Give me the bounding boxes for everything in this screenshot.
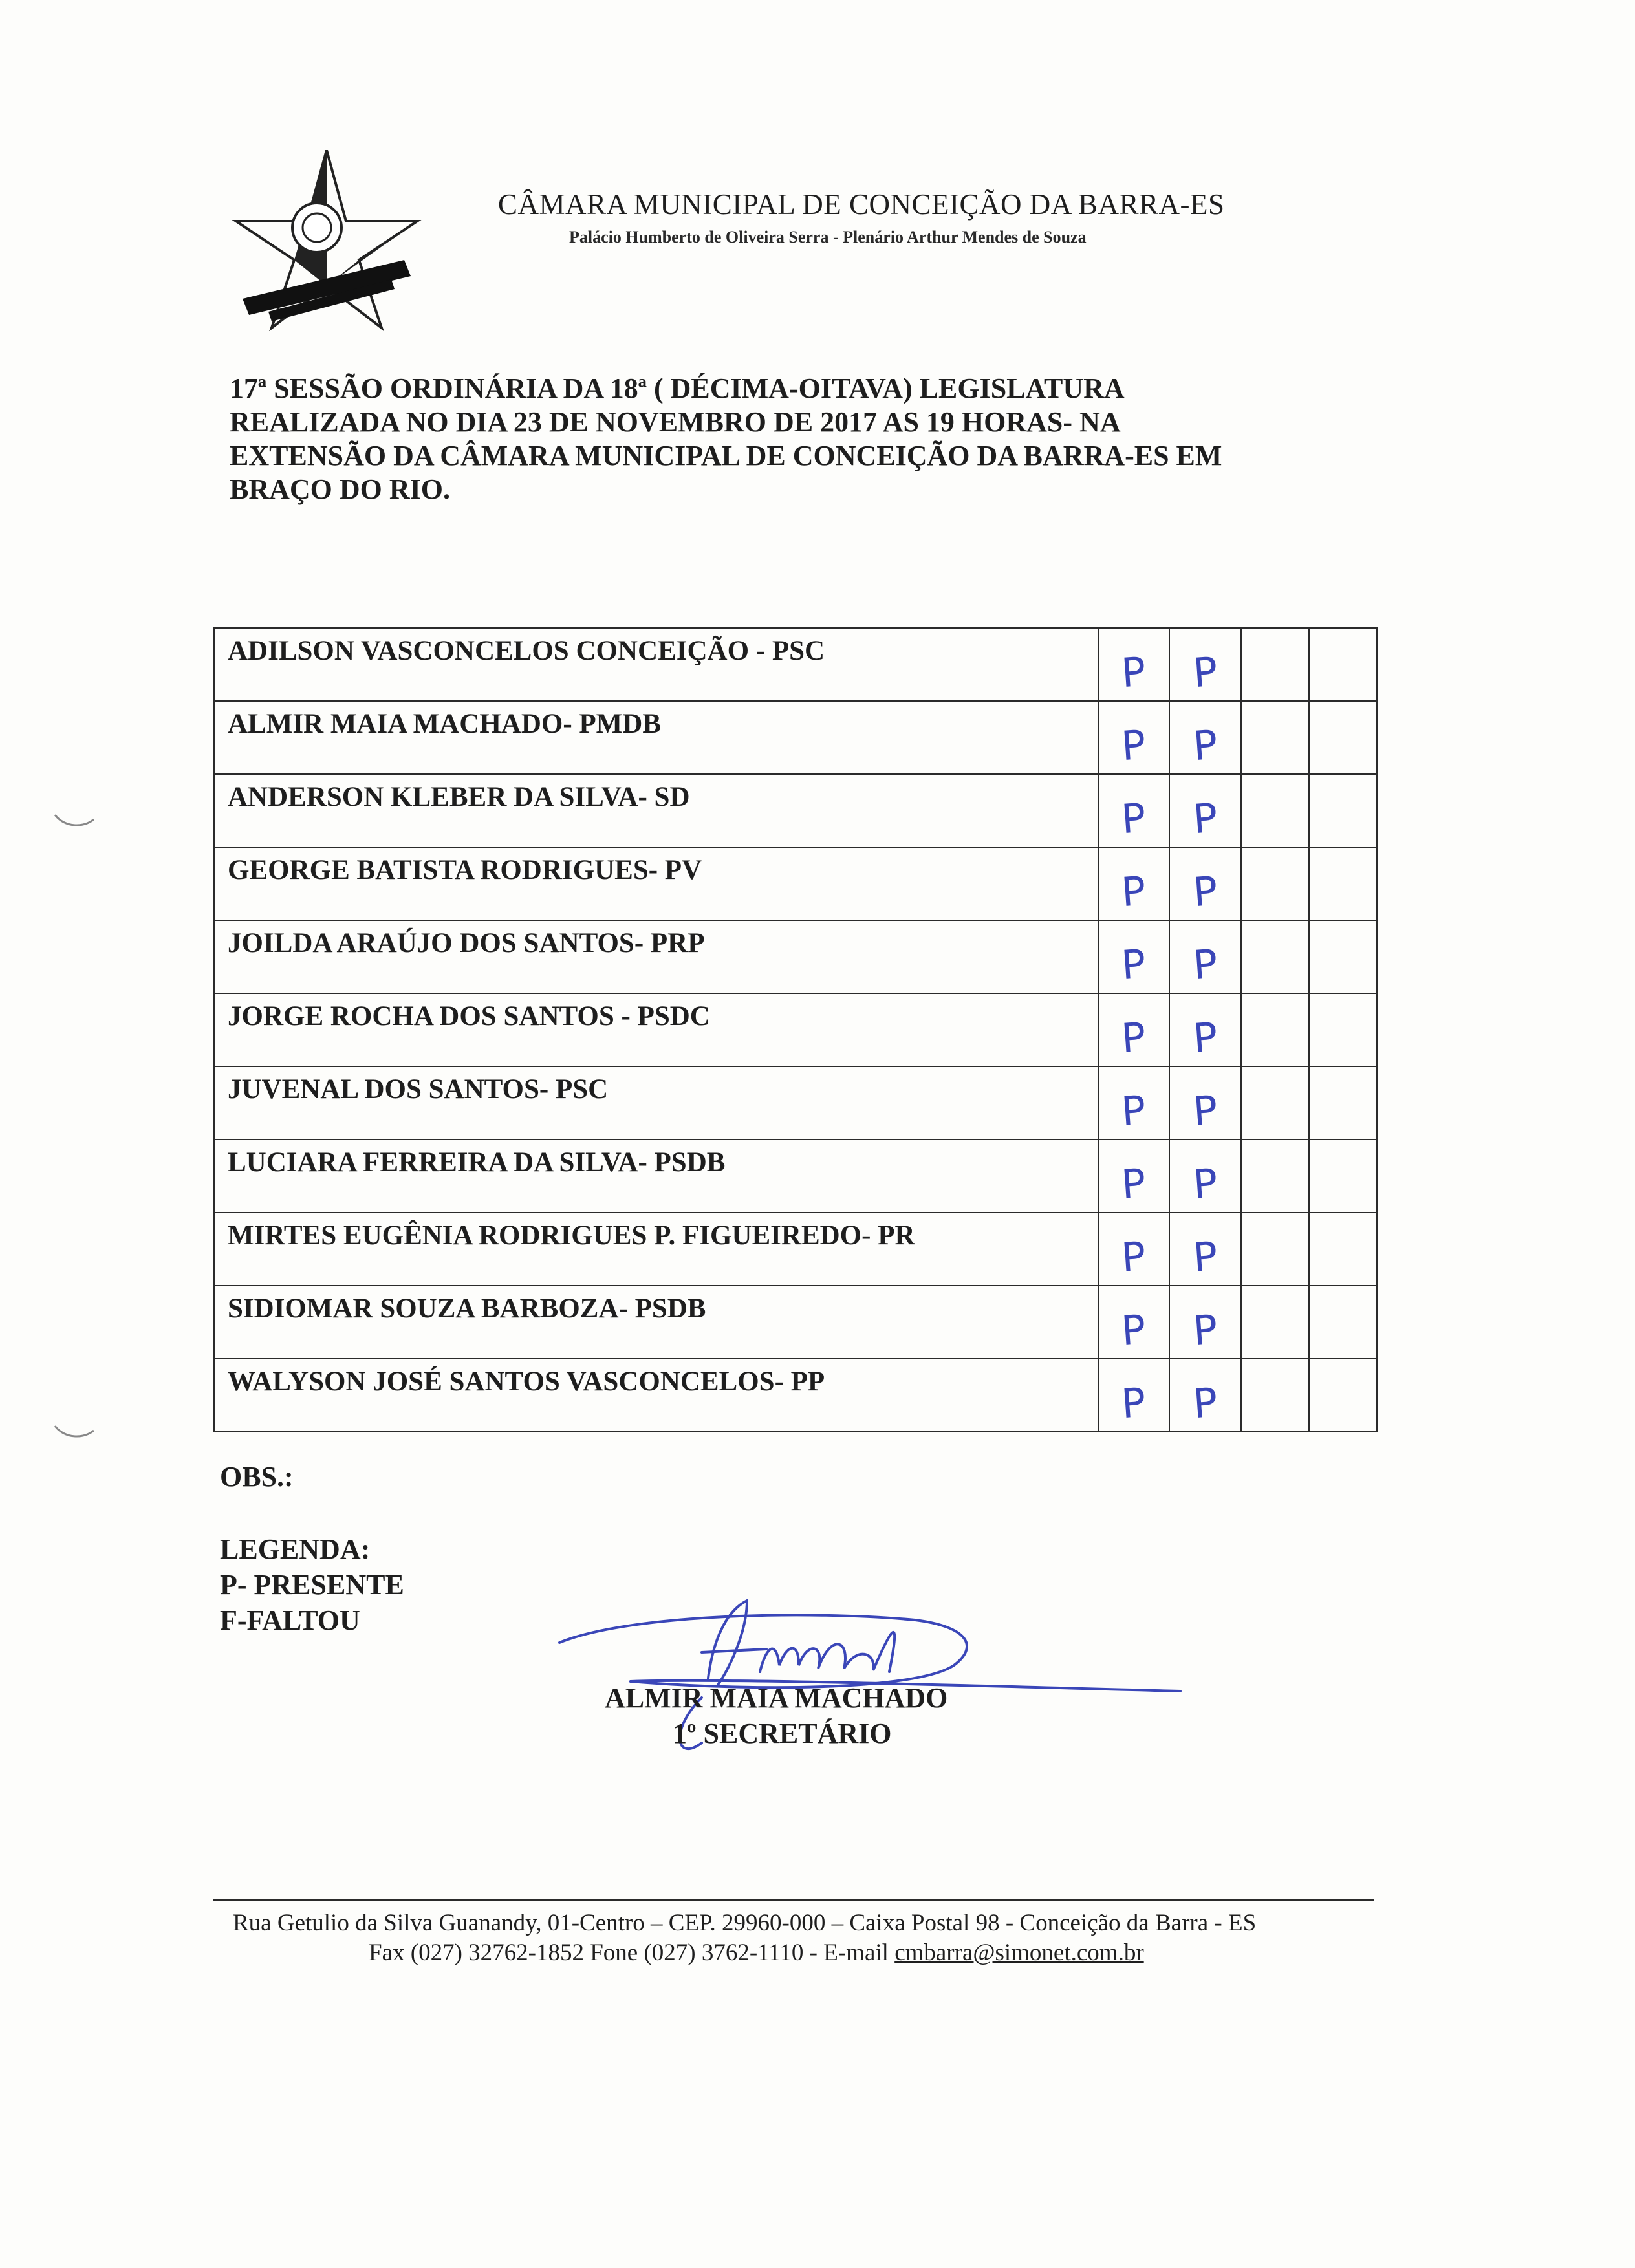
- scan-mark: [52, 812, 97, 831]
- footer-phone: Fax (027) 32762-1852 Fone (027) 3762-1110 - E-mail: [369, 1939, 895, 1966]
- councillor-name: JORGE ROCHA DOS SANTOS - PSDC: [228, 1001, 710, 1031]
- empty-cell: [1309, 628, 1377, 701]
- empty-cell: [1309, 1286, 1377, 1359]
- presence-mark: P: [1191, 1013, 1219, 1063]
- legend-absent: F-FALTOU: [220, 1604, 360, 1636]
- presence-mark: P: [1120, 720, 1148, 770]
- session-heading: [230, 372, 1394, 506]
- presence-mark: P: [1191, 1159, 1219, 1209]
- empty-cell: [1241, 1286, 1309, 1359]
- councillor-name: JOILDA ARAÚJO DOS SANTOS- PRP: [228, 928, 705, 958]
- table-row: [214, 993, 1377, 1066]
- session-line: EXTENSÃO DA CÂMARA MUNICIPAL DE CONCEIÇÃO DA BARRA-ES EM: [230, 440, 1222, 471]
- presence-mark: P: [1120, 1013, 1148, 1063]
- empty-cell: [1309, 701, 1377, 774]
- empty-cell: [1309, 847, 1377, 920]
- session-line: REALIZADA NO DIA 23 DE NOVEMBRO DE 2017 AS 19 HORAS- NA: [230, 406, 1121, 438]
- presence-mark: P: [1120, 867, 1148, 916]
- table-row: [214, 847, 1377, 920]
- table-row: [214, 1286, 1377, 1359]
- empty-cell: [1241, 774, 1309, 847]
- presence-mark: P: [1191, 1232, 1219, 1282]
- councillor-name: ADILSON VASCONCELOS CONCEIÇÃO - PSC: [228, 636, 825, 666]
- presence-mark: P: [1120, 1305, 1148, 1355]
- table-row: [214, 774, 1377, 847]
- presence-mark: P: [1120, 1378, 1148, 1428]
- empty-cell: [1309, 774, 1377, 847]
- empty-cell: [1241, 1213, 1309, 1286]
- empty-cell: [1309, 993, 1377, 1066]
- empty-cell: [1241, 701, 1309, 774]
- empty-cell: [1309, 1066, 1377, 1139]
- table-row: [214, 1359, 1377, 1432]
- footer-email-link[interactable]: cmbarra@simonet.com.br: [894, 1939, 1144, 1966]
- presence-mark: P: [1191, 1378, 1219, 1428]
- attendance-table: [213, 627, 1378, 1432]
- signatory-name: ALMIR MAIA MACHADO: [605, 1682, 948, 1714]
- empty-cell: [1241, 993, 1309, 1066]
- empty-cell: [1241, 1359, 1309, 1432]
- signatory-role: 1º SECRETÁRIO: [673, 1718, 892, 1749]
- empty-cell: [1309, 1213, 1377, 1286]
- presence-mark: P: [1191, 940, 1219, 989]
- legend-title: LEGENDA:: [220, 1533, 371, 1565]
- institution-name: CÂMARA MUNICIPAL DE CONCEIÇÃO DA BARRA-ES: [498, 188, 1225, 221]
- table-row: [214, 1066, 1377, 1139]
- empty-cell: [1241, 1066, 1309, 1139]
- presence-mark: P: [1191, 794, 1219, 843]
- footer-divider: [213, 1899, 1374, 1901]
- empty-cell: [1241, 847, 1309, 920]
- table-row: [214, 701, 1377, 774]
- presence-mark: P: [1120, 1086, 1148, 1136]
- footer-address: Rua Getulio da Silva Guanandy, 01-Centro – CEP. 29960-000 – Caixa Postal 98 - Conceição da Barra - ES: [233, 1910, 1257, 1936]
- table-row: [214, 1213, 1377, 1286]
- presence-mark: P: [1120, 1159, 1148, 1209]
- presence-mark: P: [1191, 867, 1219, 916]
- legend-present: P- PRESENTE: [220, 1569, 404, 1601]
- legend: [220, 1531, 404, 1638]
- scan-mark: [52, 1423, 97, 1442]
- councillor-name: SIDIOMAR SOUZA BARBOZA- PSDB: [228, 1293, 706, 1324]
- presence-mark: P: [1191, 1086, 1219, 1136]
- councillor-name: ALMIR MAIA MACHADO- PMDB: [228, 709, 662, 739]
- councillor-name: JUVENAL DOS SANTOS- PSC: [228, 1074, 609, 1105]
- empty-cell: [1241, 628, 1309, 701]
- presence-mark: P: [1191, 720, 1219, 770]
- councillor-name: GEORGE BATISTA RODRIGUES- PV: [228, 855, 702, 885]
- table-row: [214, 1139, 1377, 1213]
- empty-cell: [1241, 1139, 1309, 1213]
- presence-mark: P: [1120, 1232, 1148, 1282]
- empty-cell: [1241, 920, 1309, 993]
- session-line: BRAÇO DO RIO.: [230, 473, 451, 505]
- presence-mark: P: [1191, 1305, 1219, 1355]
- institution-subtitle: Palácio Humberto de Oliveira Serra - Plenário Arthur Mendes de Souza: [569, 228, 1087, 246]
- presence-mark: P: [1120, 647, 1148, 697]
- star-emblem-icon: [230, 150, 424, 331]
- presence-mark: P: [1120, 794, 1148, 843]
- session-line: 17ª SESSÃO ORDINÁRIA DA 18ª ( DÉCIMA-OITAVA) LEGISLATURA: [230, 373, 1125, 404]
- councillor-name: ANDERSON KLEBER DA SILVA- SD: [228, 782, 690, 812]
- empty-cell: [1309, 1359, 1377, 1432]
- empty-cell: [1309, 920, 1377, 993]
- footer-contact: [369, 1939, 1144, 1967]
- presence-mark: P: [1120, 940, 1148, 989]
- empty-cell: [1309, 1139, 1377, 1213]
- table-row: [214, 628, 1377, 701]
- presence-mark: P: [1191, 647, 1219, 697]
- councillor-name: WALYSON JOSÉ SANTOS VASCONCELOS- PP: [228, 1366, 825, 1397]
- table-row: [214, 920, 1377, 993]
- councillor-name: MIRTES EUGÊNIA RODRIGUES P. FIGUEIREDO- PR: [228, 1220, 915, 1251]
- councillor-name: LUCIARA FERREIRA DA SILVA- PSDB: [228, 1147, 726, 1178]
- obs-label: OBS.:: [220, 1461, 294, 1493]
